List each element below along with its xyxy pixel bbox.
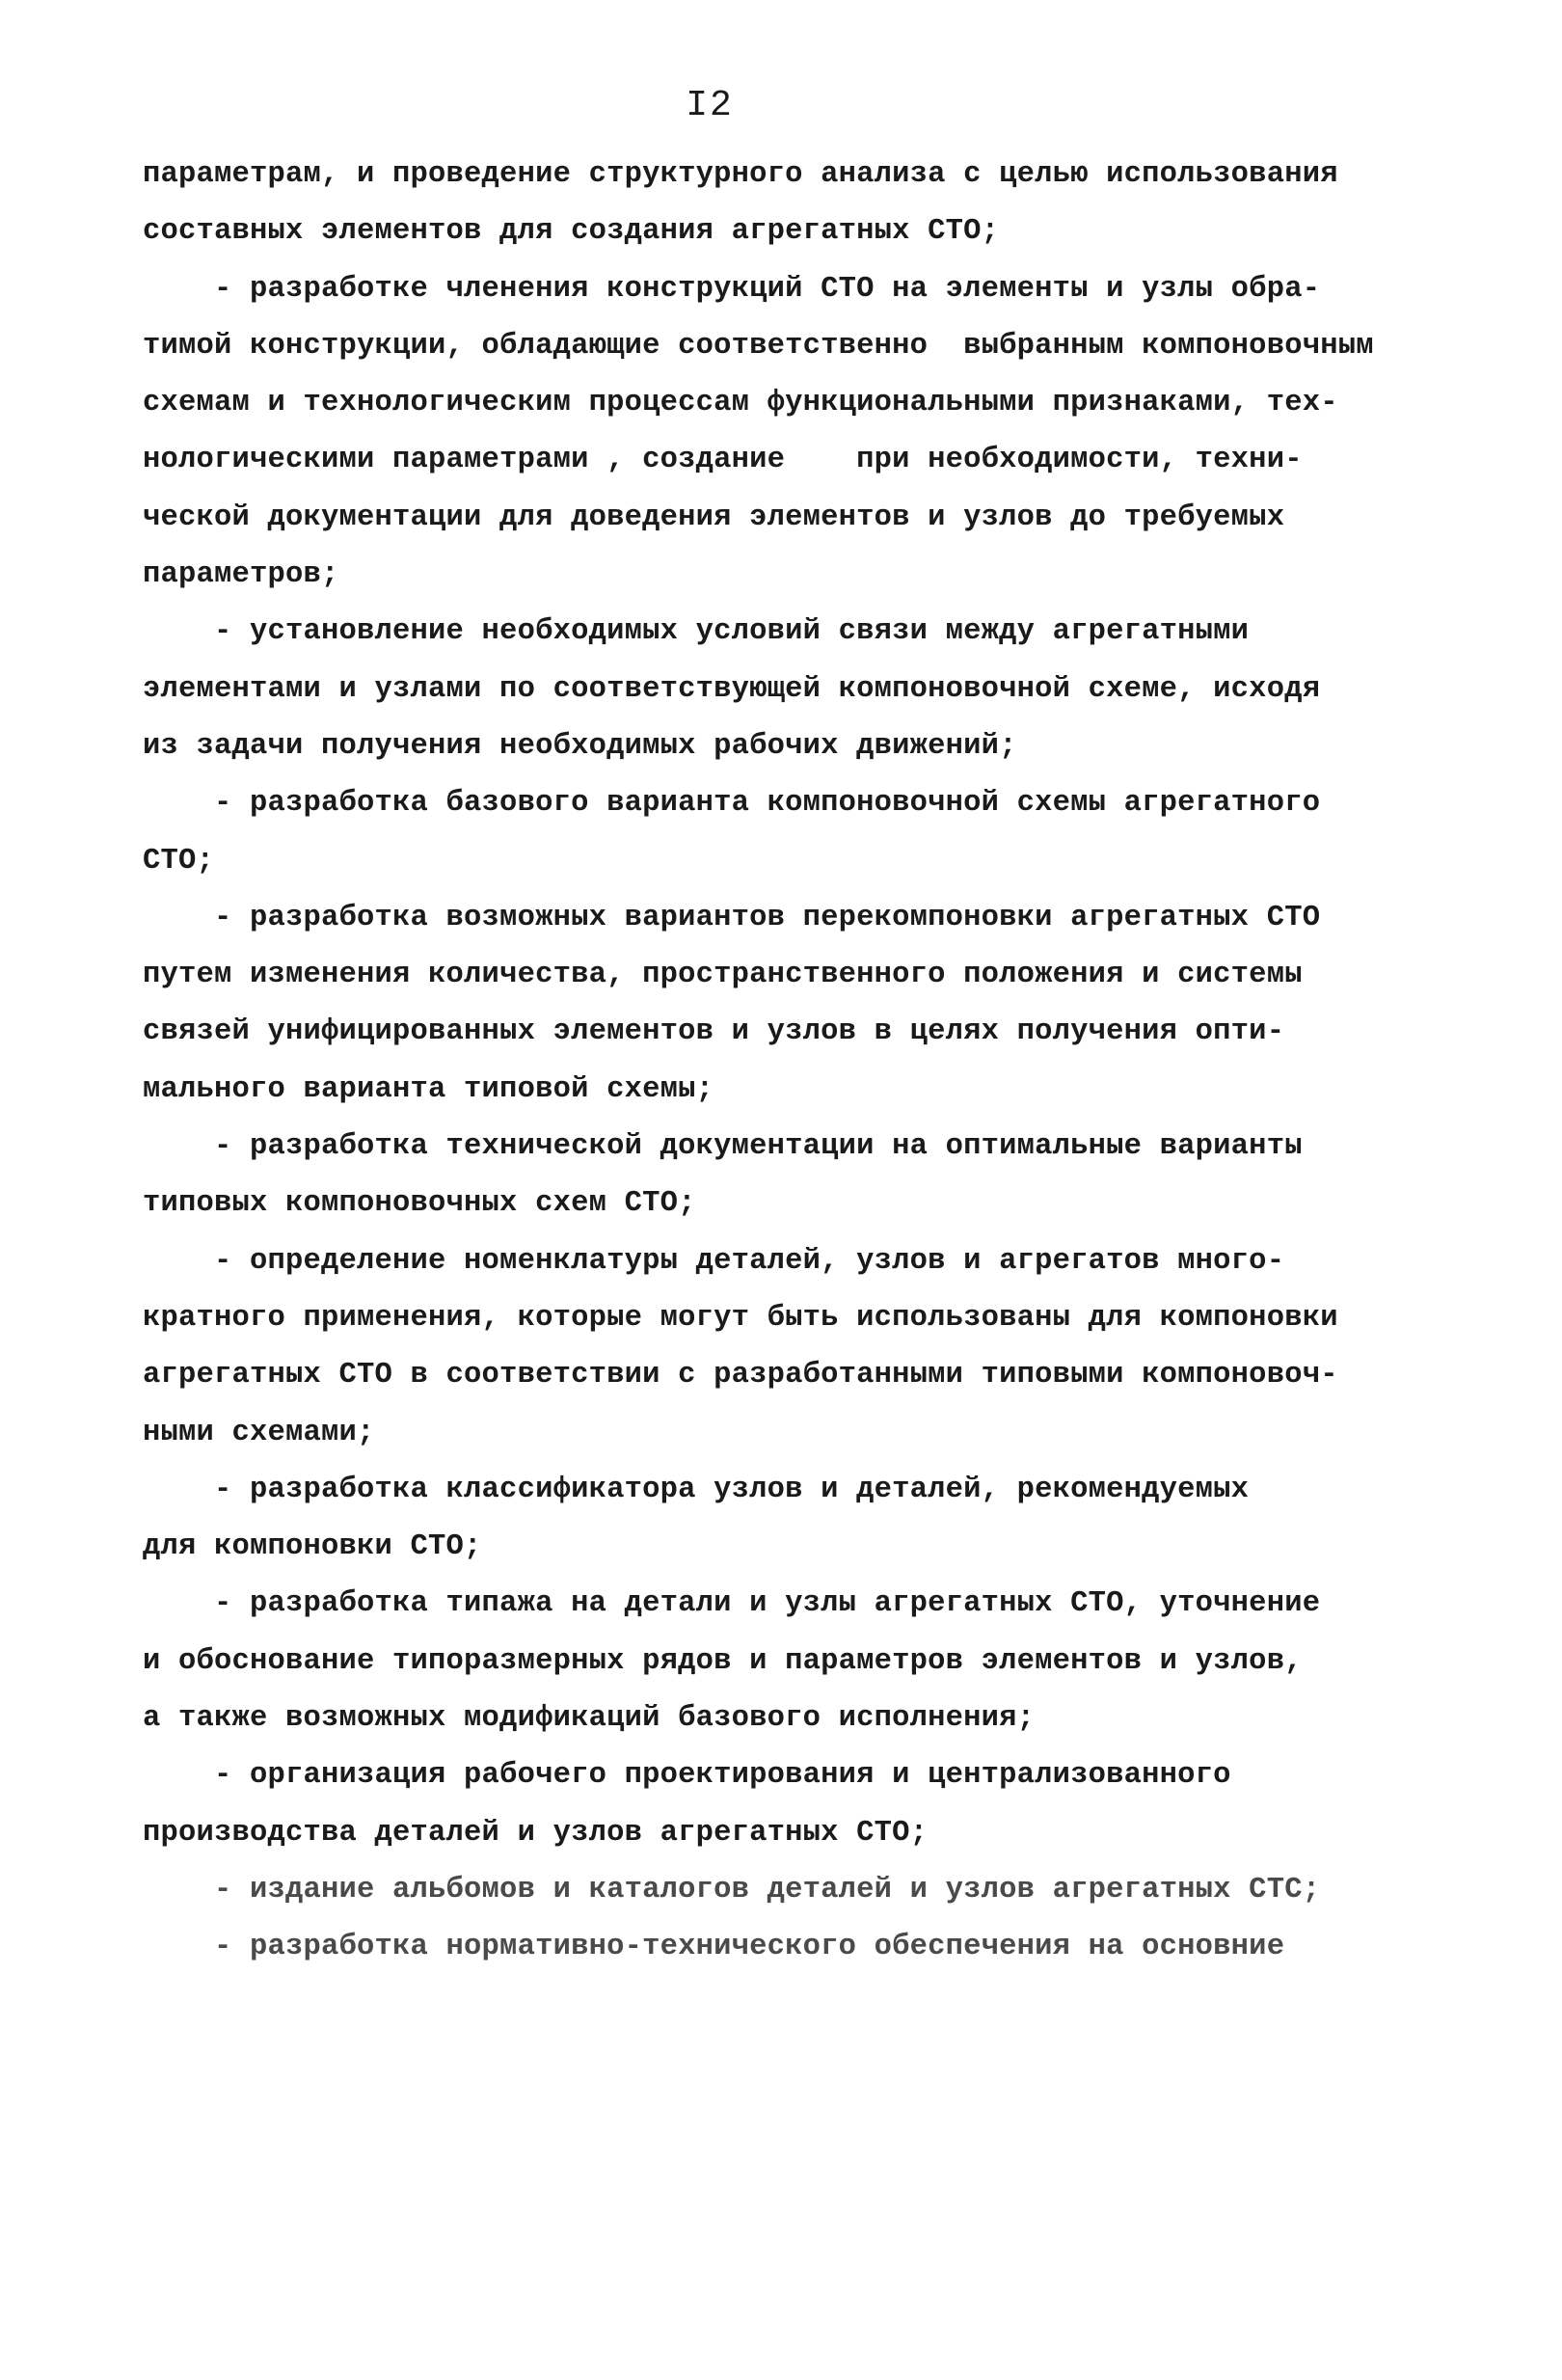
- text-line: параметров;: [143, 558, 339, 592]
- text-line: производства деталей и узлов агрегатных СТО;: [143, 1816, 929, 1850]
- text-line: связей унифицированных элементов и узлов в целях получения опти-: [143, 1015, 1285, 1049]
- text-line: мального варианта типовой схемы;: [143, 1072, 714, 1106]
- text-line: а также возможных модификаций базового исполнения;: [143, 1702, 1036, 1736]
- text-line: тимой конструкции, обладающие соответственно выбранным компоновочным: [143, 329, 1374, 363]
- text-line: - разработка базового варианта компоновочной схемы агрегатного: [143, 787, 1321, 821]
- text-line: составных элементов для создания агрегатных СТО;: [143, 215, 1000, 249]
- text-line: - разработка типажа на детали и узлы агрегатных СТО, уточнение: [143, 1587, 1321, 1621]
- text-line: - определение номенклатуры деталей, узлов и агрегатов много-: [143, 1244, 1285, 1278]
- text-line: нологическими параметрами , создание при необходимости, техни-: [143, 444, 1303, 477]
- text-line: СТО;: [143, 844, 215, 878]
- text-line: - разработка нормативно-технического обеспечения на основние: [143, 1931, 1285, 1964]
- text-line: - установление необходимых условий связи между агрегатными: [143, 615, 1250, 649]
- text-line: ческой документации для доведения элементов и узлов до требуемых: [143, 500, 1285, 534]
- text-line: параметрам, и проведение структурного анализа с целью использования: [143, 158, 1338, 191]
- text-line: - организация рабочего проектирования и централизованного: [143, 1759, 1231, 1793]
- text-line: - разработка классификатора узлов и деталей, рекомендуемых: [143, 1473, 1250, 1506]
- text-line: ными схемами;: [143, 1416, 375, 1449]
- text-line: путем изменения количества, пространственного положения и системы: [143, 959, 1303, 992]
- text-line: элементами и узлами по соответствующей компоновочной схеме, исходя: [143, 672, 1321, 706]
- text-line: схемам и технологическим процессам функциональными признаками, тех-: [143, 387, 1338, 420]
- text-line: - издание альбомов и каталогов деталей и узлов агрегатных СТС;: [143, 1873, 1321, 1907]
- text-line: - разработка технической документации на оптимальные варианты: [143, 1130, 1303, 1164]
- text-line: из задачи получения необходимых рабочих движений;: [143, 729, 1017, 763]
- text-line: и обоснование типоразмерных рядов и параметров элементов и узлов,: [143, 1644, 1303, 1678]
- body-text: [143, 147, 1374, 1977]
- text-line: кратного применения, которые могут быть использованы для компоновки: [143, 1301, 1338, 1335]
- text-line: - разработка возможных вариантов перекомпоновки агрегатных СТО: [143, 901, 1321, 934]
- page-number: I2: [686, 85, 734, 126]
- text-line: типовых компоновочных схем СТО;: [143, 1187, 696, 1221]
- text-line: для компоновки СТО;: [143, 1530, 482, 1564]
- text-line: агрегатных СТО в соответствии с разработанными типовыми компоновоч-: [143, 1359, 1338, 1393]
- text-line: - разработке членения конструкций СТО на элементы и узлы обра-: [143, 272, 1321, 306]
